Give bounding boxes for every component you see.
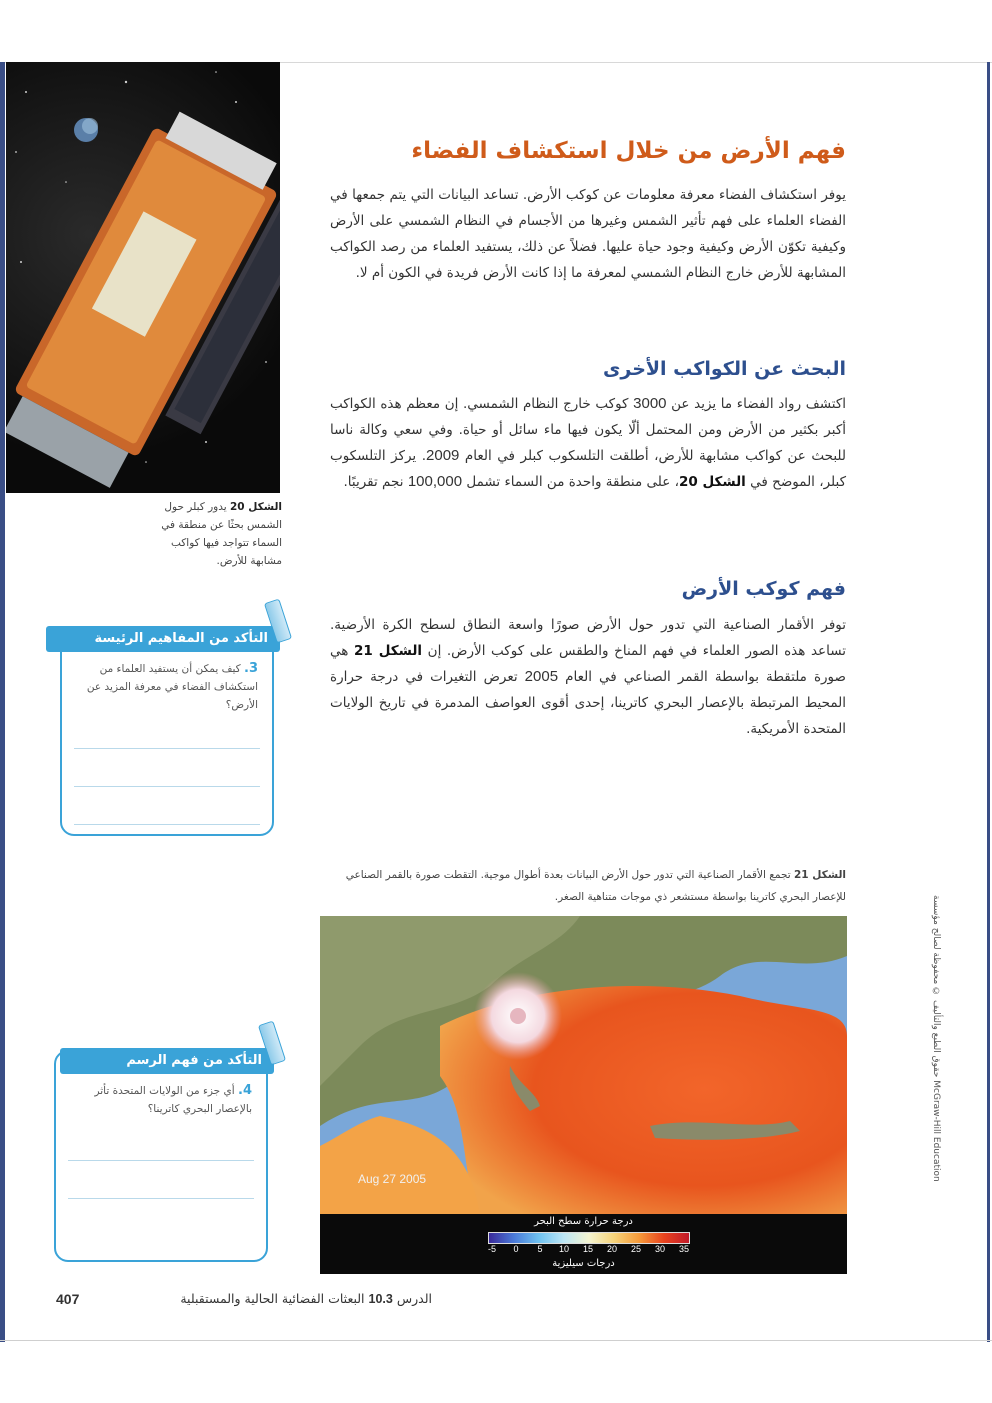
legend-ticks: [487, 1244, 690, 1258]
figure-20-reference: الشكل 20: [678, 474, 746, 490]
legend-color-bar: [488, 1232, 690, 1244]
understand-earth-paragraph: [330, 612, 846, 742]
key-concepts-heading: التأكد من المفاهيم الرئيسة: [46, 626, 280, 652]
hurricane-katrina-satellite-map: [320, 916, 847, 1274]
figure-check-question: [70, 1082, 252, 1118]
page-number: 407: [56, 1291, 80, 1307]
answer-line[interactable]: [74, 748, 260, 749]
answer-line[interactable]: [74, 786, 260, 787]
legend-tick: 5: [537, 1244, 543, 1254]
key-concepts-check-box: [60, 628, 274, 836]
sea-temperature-legend: [320, 1214, 847, 1274]
page-bottom-rule: [0, 1340, 992, 1341]
text-segment: ، على منطقة واحدة من السماء تشمل: [466, 474, 679, 490]
heading-understand-earth: فهم كوكب الأرض: [681, 578, 846, 600]
legend-title: درجة حرارة سطح البحر: [534, 1216, 633, 1227]
map-date-stamp: Aug 27 2005: [358, 1172, 427, 1186]
figure-21-caption: [330, 864, 846, 908]
question-number: 4.: [238, 1083, 252, 1098]
lesson-label: الدرس: [396, 1291, 432, 1306]
planet-count: 3000: [633, 395, 667, 412]
intro-paragraph: يوفر استكشاف الفضاء معرفة معلومات عن كوكب الأرض. تساعد البيانات التي يتم جمعها في الفضاء العلماء على فهم تأثير الشمس وغيرها من الأجسام في النظام الشمسي على الأرض وكيفية تكوّن الأرض وكيفية وجود حياة عليها. فضلاً عن ذلك، يستفيد العلماء من رصد الكواكب المشابهة للأرض خارج النظام الشمسي لمعرفة ما إذا كانت الأرض فريدة في الكون أم لا.: [330, 187, 846, 281]
figure-21-reference: الشكل 21: [353, 643, 423, 659]
text-segment: تعرض التغيرات في درجة حرارة المحيط المرتبطة بالإعصار البحري كاترينا، إحدى أقوى العواصف المدمرة في تاريخ الولايات المتحدة الأمريكية.: [330, 669, 846, 737]
answer-line[interactable]: [68, 1198, 254, 1199]
page-title: فهم الأرض من خلال استكشاف الفضاء: [411, 138, 846, 164]
page-right-border: [987, 62, 990, 1342]
answer-line[interactable]: [74, 824, 260, 825]
text-segment: اكتشف رواد الفضاء ما يزيد عن: [671, 396, 846, 412]
figure-20-label: الشكل 20: [230, 501, 282, 513]
legend-tick: 25: [630, 1244, 642, 1254]
heading-other-planets: البحث عن الكواكب الأخرى: [602, 358, 846, 380]
figure-check-heading: التأكد من فهم الرسم: [60, 1048, 274, 1074]
kepler-telescope-image: [6, 62, 280, 493]
star-count: 100,000: [407, 473, 463, 490]
legend-tick: 20: [606, 1244, 618, 1254]
text-segment: كوكب خارج النظام الشمسي. إن معظم هذه الكواكب أكبر بكثير من الأرض ومن المحتمل ألّا يكون فيها ماء سائل أو حياة. وفي سعي وكالة ناسا للبحث عن كواكب مشابهة للأرض، أطلقت التلسكوب كبلر في العام: [330, 396, 847, 464]
text-segment: نجم تقريبًا.: [343, 474, 404, 490]
text-segment: هي صورة ملتقطة بواسطة القمر الصناعي في العام: [330, 643, 846, 685]
text-segment: . يركز التلسكوب كبلر، الموضح في: [330, 448, 846, 490]
key-concepts-question: [76, 660, 258, 714]
figure-check-box: [54, 1050, 268, 1262]
figure-21-caption-text: تجمع الأقمار الصناعية التي تدور حول الأرض البيانات بعدة أطوال موجية. التقطت صورة بالقمر الصناعي للإعصار البحري كاترينا بواسطة مستشعر ذي موجات متناهية الصغر.: [345, 869, 846, 903]
lesson-title: البعثات الفضائية الحالية والمستقبلية: [180, 1291, 365, 1306]
satellite-year: 2005: [524, 668, 559, 685]
launch-year: 2009: [426, 447, 460, 464]
question-number: 3.: [244, 661, 258, 676]
legend-tick: 30: [654, 1244, 666, 1254]
figure-20-caption: [150, 498, 282, 570]
lesson-reference: [180, 1291, 432, 1306]
legend-tick: -5: [487, 1244, 497, 1254]
legend-tick: 10: [558, 1244, 570, 1254]
page-left-border: [0, 62, 5, 1342]
legend-unit: درجات سيليزية: [552, 1258, 615, 1269]
figure-21-label: الشكل 21: [794, 869, 846, 881]
legend-tick: 0: [513, 1244, 519, 1254]
legend-tick: 35: [678, 1244, 690, 1254]
other-planets-paragraph: [330, 391, 846, 495]
question-text: أي جزء من الولايات المتحدة تأثر بالإعصار البحري كاترينا؟: [94, 1085, 252, 1115]
legend-tick: 15: [582, 1244, 594, 1254]
question-text: كيف يمكن أن يستفيد العلماء من استكشاف الفضاء في معرفة المزيد عن الأرض؟: [86, 663, 258, 711]
figure-20-caption-text: يدور كبلر حول الشمس بحثًا عن منطقة في السماء تتواجد فيها كواكب مشابهة للأرض.: [161, 501, 282, 567]
text-segment: توفر الأقمار الصناعية التي تدور حول الأرض صورًا واسعة النطاق لسطح الكرة الأرضية. تساعد هذه الصور العلماء في فهم المناخ والطقس على كوكب الأرض. إن: [330, 617, 846, 659]
answer-line[interactable]: [68, 1160, 254, 1161]
copyright-credit: حقوق الطبع والتأليف © محفوظة لصالح مؤسسة McGraw-Hill Education: [931, 895, 941, 1182]
lesson-number: 10.3: [368, 1292, 393, 1306]
